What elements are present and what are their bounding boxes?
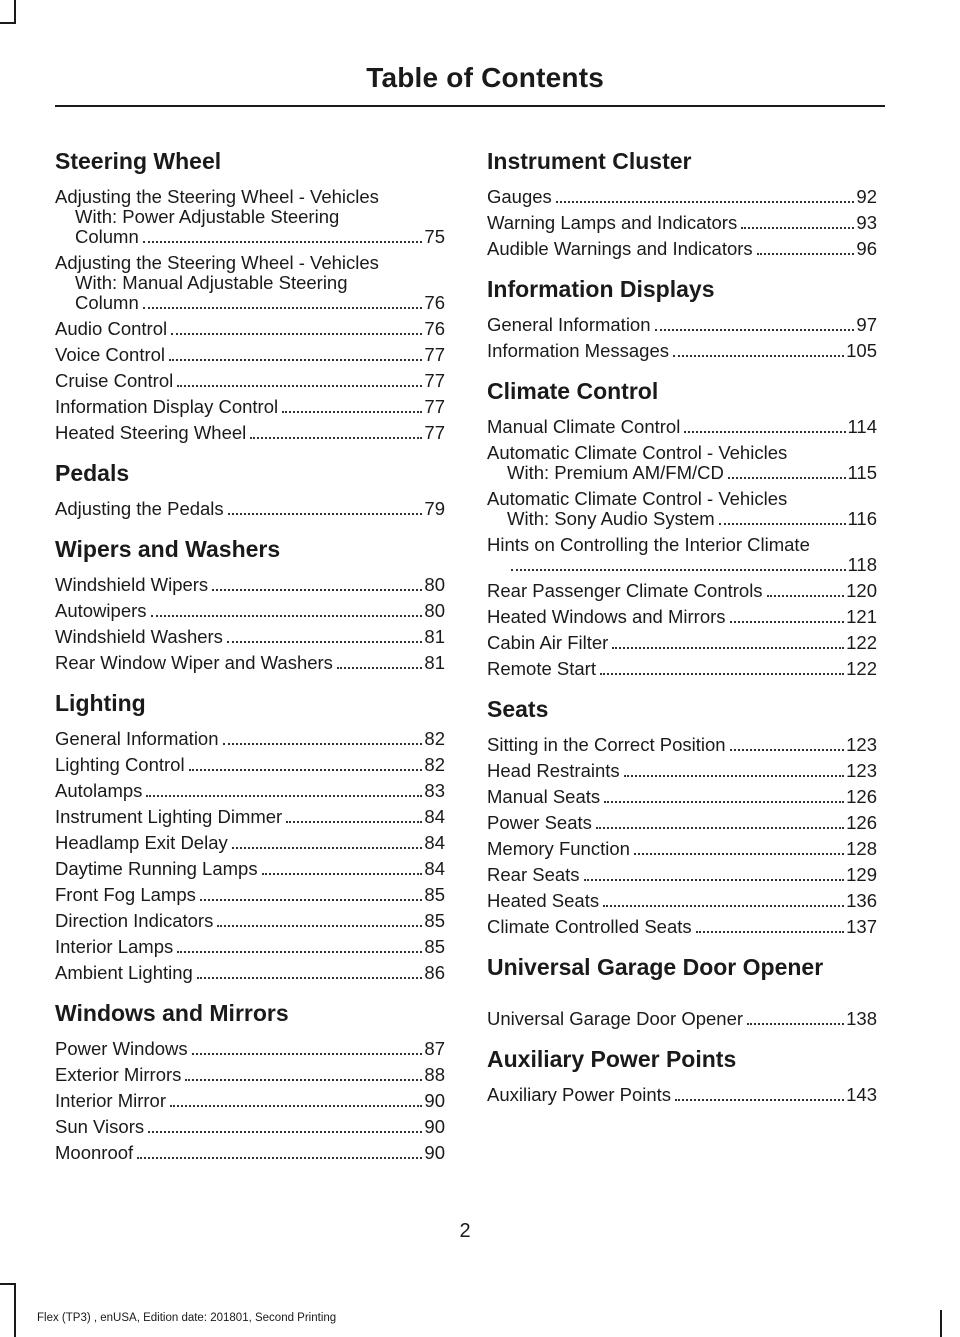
page-ref: 136: [846, 890, 877, 911]
toc-entry[interactable]: [487, 633, 877, 653]
dot-leader: [337, 667, 422, 669]
dot-leader: [262, 873, 423, 875]
page-ref: 114: [847, 416, 877, 437]
toc-entry[interactable]: [487, 417, 877, 437]
entry-title: Autowipers: [55, 600, 147, 621]
toc-section: [55, 687, 445, 983]
entry-title: Power Windows: [55, 1038, 188, 1059]
dot-leader: [673, 355, 844, 357]
toc-entry[interactable]: [55, 319, 445, 339]
entry-title: Cabin Air Filter: [487, 632, 609, 653]
entry-title: Headlamp Exit Delay: [55, 832, 228, 853]
section-heading: Windows and Mirrors: [55, 1000, 289, 1026]
toc-entry[interactable]: [55, 253, 445, 313]
page-ref: 76: [424, 292, 445, 313]
page-ref: 137: [846, 916, 877, 937]
toc-section: [55, 533, 445, 673]
dot-leader: [286, 821, 422, 823]
toc-section: [487, 375, 877, 679]
dot-leader: [189, 769, 423, 771]
entry-title: Climate Controlled Seats: [487, 916, 692, 937]
page-ref: 126: [846, 812, 877, 833]
entry-title: With: Power Adjustable Steering: [75, 206, 340, 227]
entry-title: Audible Warnings and Indicators: [487, 238, 753, 259]
dot-leader: [624, 775, 844, 777]
toc-entry[interactable]: [55, 499, 445, 519]
crop-mark: [940, 1310, 942, 1337]
toc-entry[interactable]: [487, 1009, 877, 1029]
section-heading: Auxiliary Power Points: [487, 1046, 737, 1072]
dot-leader: [146, 795, 422, 797]
section-heading: Seats: [487, 696, 549, 722]
toc-entry[interactable]: [55, 397, 445, 417]
dot-leader: [148, 1131, 422, 1133]
dot-leader: [217, 925, 422, 927]
page-ref: 116: [847, 508, 877, 529]
toc-section: [487, 1043, 877, 1105]
dot-leader: [684, 431, 845, 433]
entry-line: [487, 535, 877, 555]
toc-entry[interactable]: [487, 735, 877, 755]
dot-leader: [675, 1099, 844, 1101]
entry-title: Heated Windows and Mirrors: [487, 606, 726, 627]
dot-leader: [730, 621, 845, 623]
page-ref: 77: [424, 422, 445, 443]
page-ref: 82: [424, 754, 445, 775]
entry-title: Warning Lamps and Indicators: [487, 212, 738, 233]
entry-title: Sitting in the Correct Position: [487, 734, 726, 755]
entry-title: Rear Window Wiper and Washers: [55, 652, 333, 673]
toc-entry[interactable]: [487, 213, 877, 233]
entry-line: [55, 187, 445, 207]
toc-entry[interactable]: [55, 911, 445, 931]
dot-leader: [604, 801, 844, 803]
entry-title: Gauges: [487, 186, 552, 207]
dot-leader: [511, 569, 846, 571]
entry-title: Lighting Control: [55, 754, 185, 775]
entry-title: Interior Mirror: [55, 1090, 167, 1111]
toc-entry[interactable]: [487, 187, 877, 207]
entry-title: Adjusting the Steering Wheel - Vehicles: [55, 252, 379, 273]
page-ref: 81: [424, 652, 445, 673]
dot-leader: [730, 749, 845, 751]
page-ref: 75: [424, 226, 445, 247]
page-ref: 84: [424, 832, 445, 853]
toc-entry[interactable]: [55, 807, 445, 827]
toc-left-column: [55, 145, 445, 1177]
crop-mark: [0, 1283, 16, 1285]
entry-line: [487, 443, 877, 463]
dot-leader: [612, 647, 844, 649]
toc-entry[interactable]: [487, 917, 877, 937]
page-ref: 123: [846, 734, 877, 755]
toc-section: [487, 693, 877, 937]
dot-leader: [634, 853, 844, 855]
entry-last-line: [487, 509, 877, 529]
toc-entry[interactable]: [55, 575, 445, 595]
page-ref: 87: [424, 1038, 445, 1059]
crop-mark: [0, 22, 16, 24]
entry-title: Daytime Running Lamps: [55, 858, 258, 879]
entry-title: With: Sony Audio System: [507, 508, 715, 529]
entry-title: Universal Garage Door Opener: [487, 1008, 744, 1029]
entry-title: Front Fog Lamps: [55, 884, 196, 905]
toc-entry[interactable]: [487, 813, 877, 833]
dot-leader: [170, 1105, 422, 1107]
toc-entry[interactable]: [55, 653, 445, 673]
toc-entry[interactable]: [55, 937, 445, 957]
entry-title: Remote Start: [487, 658, 596, 679]
toc-entry[interactable]: [487, 581, 877, 601]
toc-entry[interactable]: [55, 859, 445, 879]
entry-last-line: [55, 293, 445, 313]
page-ref: 81: [424, 626, 445, 647]
page-ref: 143: [846, 1084, 877, 1105]
entry-title: Rear Passenger Climate Controls: [487, 580, 763, 601]
entry-title: Manual Climate Control: [487, 416, 681, 437]
page-ref: 93: [856, 212, 877, 233]
page-ref: 76: [424, 318, 445, 339]
toc-entry[interactable]: [487, 1085, 877, 1105]
dot-leader: [747, 1023, 844, 1025]
dot-leader: [232, 847, 423, 849]
page-ref: 96: [856, 238, 877, 259]
page-ref: 88: [424, 1064, 445, 1085]
entry-title: Ambient Lighting: [55, 962, 193, 983]
page-ref: 121: [846, 606, 877, 627]
section-heading: Steering Wheel: [55, 148, 222, 174]
toc-entry[interactable]: [55, 1117, 445, 1137]
entry-title: With: Manual Adjustable Steering: [75, 272, 348, 293]
toc-entry[interactable]: [55, 755, 445, 775]
entry-title: Hints on Controlling the Interior Climate: [487, 534, 810, 555]
page-ref: 126: [846, 786, 877, 807]
dot-leader: [200, 899, 423, 901]
dot-leader: [767, 595, 845, 597]
entry-title: Head Restraints: [487, 760, 620, 781]
page-ref: 79: [424, 498, 445, 519]
page-ref: 97: [856, 314, 877, 335]
section-heading: Wipers and Washers: [55, 536, 281, 562]
toc-entry[interactable]: [487, 315, 877, 335]
toc-entry[interactable]: [487, 239, 877, 259]
dot-leader: [596, 827, 844, 829]
dot-leader: [757, 253, 855, 255]
section-heading: Pedals: [55, 460, 130, 486]
crop-mark: [14, 1283, 16, 1337]
page-ref: 105: [846, 340, 877, 361]
page-ref: 118: [847, 554, 877, 575]
entry-title: Automatic Climate Control - Vehicles: [487, 488, 788, 509]
page-ref: 129: [846, 864, 877, 885]
page-ref: 80: [424, 600, 445, 621]
page-ref: 90: [424, 1142, 445, 1163]
toc-entry[interactable]: [55, 1143, 445, 1163]
toc-section: [487, 145, 877, 259]
page-number: 2: [459, 1220, 471, 1242]
entry-title: Auxiliary Power Points: [487, 1084, 672, 1105]
dot-leader: [169, 359, 422, 361]
entry-title: Instrument Lighting Dimmer: [55, 806, 283, 827]
entry-title: Moonroof: [55, 1142, 134, 1163]
section-heading: Climate Control: [487, 378, 659, 404]
toc-entry[interactable]: [55, 781, 445, 801]
entry-title: Heated Seats: [487, 890, 600, 911]
entry-title: Audio Control: [55, 318, 168, 339]
toc-section: [487, 951, 877, 1029]
dot-leader: [728, 477, 846, 479]
dot-leader: [185, 1079, 422, 1081]
page-ref: 83: [424, 780, 445, 801]
entry-title: With: Premium AM/FM/CD: [507, 462, 724, 483]
toc-entry[interactable]: [487, 341, 877, 361]
page-ref: 122: [846, 658, 877, 679]
dot-leader: [143, 241, 423, 243]
header-rule: [55, 105, 885, 107]
dot-leader: [250, 437, 422, 439]
entry-title: Manual Seats: [487, 786, 601, 807]
toc-section: [55, 145, 445, 443]
dot-leader: [212, 589, 422, 591]
toc-entry[interactable]: [55, 371, 445, 391]
page-ref: 84: [424, 858, 445, 879]
entry-line: [55, 207, 445, 227]
toc-entry[interactable]: [487, 443, 877, 483]
entry-line: [487, 489, 877, 509]
page-ref: 77: [424, 344, 445, 365]
toc-entry[interactable]: [487, 865, 877, 885]
dot-leader: [600, 673, 844, 675]
page-ref: 120: [846, 580, 877, 601]
crop-mark: [14, 0, 16, 22]
toc-entry[interactable]: [55, 833, 445, 853]
dot-leader: [192, 1053, 423, 1055]
dot-leader: [223, 743, 423, 745]
entry-line: [55, 253, 445, 273]
toc-entry[interactable]: [55, 1039, 445, 1059]
section-heading: Universal Garage Door Opener: [487, 954, 824, 980]
page-ref: 85: [424, 936, 445, 957]
dot-leader: [197, 977, 423, 979]
entry-title: Interior Lamps: [55, 936, 174, 957]
entry-title: Column: [75, 292, 139, 313]
page-ref: 128: [846, 838, 877, 859]
entry-title: Windshield Washers: [55, 626, 223, 647]
entry-title: Direction Indicators: [55, 910, 214, 931]
section-heading: Instrument Cluster: [487, 148, 692, 174]
entry-title: Rear Seats: [487, 864, 580, 885]
entry-title: Information Display Control: [55, 396, 279, 417]
toc-section: [55, 457, 445, 519]
entry-title: Column: [75, 226, 139, 247]
entry-title: Voice Control: [55, 344, 166, 365]
entry-title: Windshield Wipers: [55, 574, 209, 595]
dot-leader: [719, 523, 846, 525]
entry-last-line: [487, 555, 877, 575]
entry-title: Autolamps: [55, 780, 143, 801]
page-ref: 84: [424, 806, 445, 827]
toc-entry[interactable]: [55, 423, 445, 443]
toc-entry[interactable]: [55, 187, 445, 247]
page-ref: 77: [424, 396, 445, 417]
entry-title: Adjusting the Steering Wheel - Vehicles: [55, 186, 379, 207]
edition-footer: Flex (TP3) , enUSA, Edition date: 201801, Second Printing: [37, 1312, 337, 1324]
page-ref: 80: [424, 574, 445, 595]
entry-title: Information Messages: [487, 340, 670, 361]
entry-title: Memory Function: [487, 838, 630, 859]
dot-leader: [696, 931, 845, 933]
toc-entry[interactable]: [55, 601, 445, 621]
dot-leader: [177, 951, 422, 953]
page-ref: 90: [424, 1116, 445, 1137]
page-ref: 92: [856, 186, 877, 207]
dot-leader: [584, 879, 845, 881]
page-ref: 123: [846, 760, 877, 781]
entry-last-line: [55, 227, 445, 247]
toc-entry[interactable]: [487, 659, 877, 679]
dot-leader: [177, 385, 422, 387]
section-heading: Information Displays: [487, 276, 715, 302]
toc-entry[interactable]: [55, 885, 445, 905]
toc-entry[interactable]: [487, 787, 877, 807]
dot-leader: [603, 905, 844, 907]
entry-title: Adjusting the Pedals: [55, 498, 224, 519]
toc-entry[interactable]: [55, 729, 445, 749]
dot-leader: [228, 513, 423, 515]
toc-entry[interactable]: [487, 607, 877, 627]
dot-leader: [556, 201, 855, 203]
toc-section: [55, 997, 445, 1163]
entry-title: Power Seats: [487, 812, 592, 833]
toc-entry[interactable]: [487, 761, 877, 781]
entry-title: General Information: [487, 314, 651, 335]
page-title: Table of Contents: [366, 62, 604, 93]
entry-title: Sun Visors: [55, 1116, 145, 1137]
toc-entry[interactable]: [55, 1091, 445, 1111]
dot-leader: [151, 615, 423, 617]
entry-line: [55, 273, 445, 293]
entry-title: Heated Steering Wheel: [55, 422, 247, 443]
spacer: [487, 993, 877, 1009]
toc-entry[interactable]: [55, 963, 445, 983]
page-ref: 77: [424, 370, 445, 391]
toc-entry[interactable]: [487, 891, 877, 911]
entry-title: General Information: [55, 728, 219, 749]
toc-entry[interactable]: [55, 627, 445, 647]
entry-title: Exterior Mirrors: [55, 1064, 182, 1085]
toc-entry[interactable]: [55, 345, 445, 365]
page-ref: 115: [847, 462, 877, 483]
page-ref: 85: [424, 884, 445, 905]
dot-leader: [227, 641, 422, 643]
section-heading: Lighting: [55, 690, 146, 716]
page-ref: 90: [424, 1090, 445, 1111]
dot-leader: [171, 333, 422, 335]
entry-last-line: [487, 463, 877, 483]
dot-leader: [282, 411, 422, 413]
entry-title: Cruise Control: [55, 370, 174, 391]
toc-section: [487, 273, 877, 361]
page-ref: 86: [424, 962, 445, 983]
toc-entry[interactable]: [487, 489, 877, 529]
page-ref: 85: [424, 910, 445, 931]
dot-leader: [741, 227, 854, 229]
page-ref: 82: [424, 728, 445, 749]
toc-entry[interactable]: [487, 839, 877, 859]
entry-title: Automatic Climate Control - Vehicles: [487, 442, 788, 463]
dot-leader: [143, 307, 423, 309]
toc-entry[interactable]: [487, 535, 877, 575]
toc-right-column: [487, 145, 877, 1119]
dot-leader: [655, 329, 855, 331]
page-ref: 122: [846, 632, 877, 653]
toc-entry[interactable]: [55, 1065, 445, 1085]
page-ref: 138: [846, 1008, 877, 1029]
dot-leader: [137, 1157, 422, 1159]
